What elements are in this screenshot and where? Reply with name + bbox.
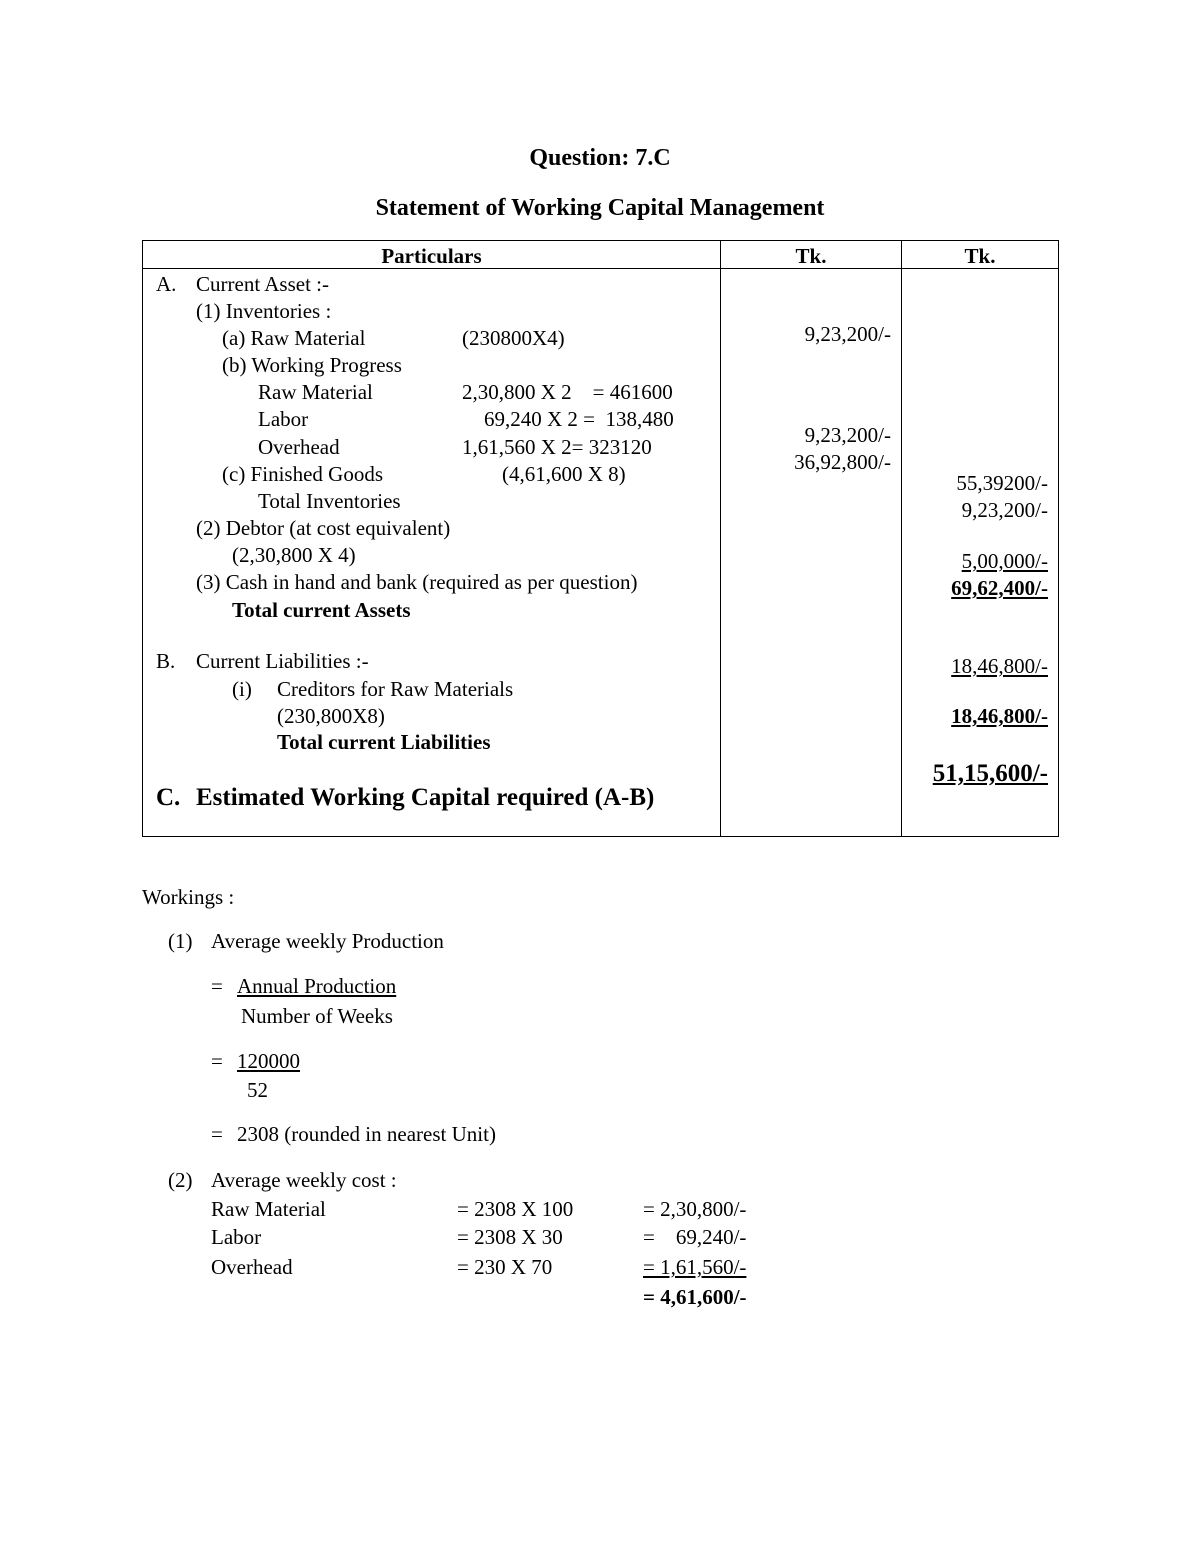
finished-goods-label: (c) Finished Goods [222, 462, 383, 486]
raw-material-calc: (230800X4) [462, 326, 565, 350]
cost-row-value: = 2,30,800/- [643, 1197, 747, 1221]
raw-material-label: (a) Raw Material [222, 326, 366, 350]
section-a-label: A. [156, 272, 177, 296]
total-current-assets-label: Total current Assets [232, 598, 411, 622]
section-b-title: Current Liabilities :- [196, 649, 369, 673]
working-1-title: Average weekly Production [211, 929, 444, 953]
wip-raw-label: Raw Material [258, 380, 373, 404]
creditors-num: (i) [232, 677, 252, 701]
page-title: Statement of Working Capital Management [375, 195, 825, 221]
question-number: Question: 7.C [529, 145, 671, 171]
equals-sign: = [211, 974, 223, 998]
wip-value: 9,23,200/- [804, 423, 891, 447]
wip-labor-label: Labor [258, 407, 309, 431]
total-current-liabilities-value: 18,46,800/- [951, 704, 1048, 728]
wip-raw-calc: 2,30,800 X 2 = 461600 [462, 380, 673, 404]
wip-labor-calc: 69,240 X 2 = 138,480 [484, 407, 674, 431]
creditors-calc: (230,800X8) [277, 704, 385, 728]
wip-overhead-calc: 1,61,560 X 2= 323120 [462, 435, 652, 459]
weekly-production-result: 2308 (rounded in nearest Unit) [237, 1122, 496, 1146]
wip-overhead-label: Overhead [258, 435, 340, 459]
fraction-denominator: Number of Weeks [241, 1004, 393, 1028]
working-progress-label: (b) Working Progress [222, 353, 402, 377]
creditors-value: 18,46,800/- [951, 654, 1048, 678]
working-1-number: (1) [168, 929, 193, 953]
total-current-assets-value: 69,62,400/- [951, 576, 1048, 600]
fraction-numerator: Annual Production [237, 974, 397, 998]
working-2-title: Average weekly cost : [211, 1168, 397, 1192]
section-b-label: B. [156, 649, 176, 673]
debtor-value: 9,23,200/- [961, 498, 1048, 522]
raw-material-value: 9,23,200/- [804, 322, 891, 346]
finished-goods-value: 36,92,800/- [794, 450, 891, 474]
cost-row-label: Labor [211, 1225, 262, 1249]
finished-goods-calc: (4,61,600 X 8) [502, 462, 626, 486]
workings-title: Workings : [142, 885, 235, 909]
section-a-title: Current Asset :- [196, 272, 329, 296]
header-tk-1: Tk. [795, 244, 827, 268]
cash-value: 5,00,000/- [961, 549, 1048, 573]
creditors-label: Creditors for Raw Materials [277, 677, 514, 701]
inventories-label: (1) Inventories : [196, 299, 332, 323]
total-current-liabilities-label: Total current Liabilities [277, 730, 491, 754]
cash-label: (3) Cash in hand and bank (required as per question) [196, 570, 638, 594]
cost-row-value: = 1,61,560/- [643, 1255, 747, 1279]
cost-row-label: Overhead [211, 1255, 293, 1279]
fraction-numerator: 120000 [237, 1049, 300, 1073]
section-c-label: C. [156, 784, 181, 811]
header-tk-2: Tk. [964, 244, 996, 268]
section-c-title: Estimated Working Capital required (A-B) [196, 784, 655, 811]
fraction-denominator: 52 [247, 1078, 268, 1102]
debtor-label: (2) Debtor (at cost equivalent) [196, 516, 451, 540]
equals-sign: = [211, 1049, 223, 1073]
cost-row-value: = 69,240/- [643, 1225, 747, 1249]
cost-total: = 4,61,600/- [643, 1285, 747, 1309]
debtor-calc: (2,30,800 X 4) [232, 543, 356, 567]
working-capital-value: 51,15,600/- [932, 760, 1048, 787]
header-particulars: Particulars [381, 244, 482, 268]
cost-row-calc: = 230 X 70 [457, 1255, 553, 1279]
total-inventories-value: 55,39200/- [956, 471, 1048, 495]
cost-row-calc: = 2308 X 100 [457, 1197, 574, 1221]
working-2-number: (2) [168, 1168, 193, 1192]
cost-row-calc: = 2308 X 30 [457, 1225, 563, 1249]
equals-sign: = [211, 1122, 223, 1146]
cost-row-label: Raw Material [211, 1197, 326, 1221]
total-inventories-label: Total Inventories [258, 489, 401, 513]
